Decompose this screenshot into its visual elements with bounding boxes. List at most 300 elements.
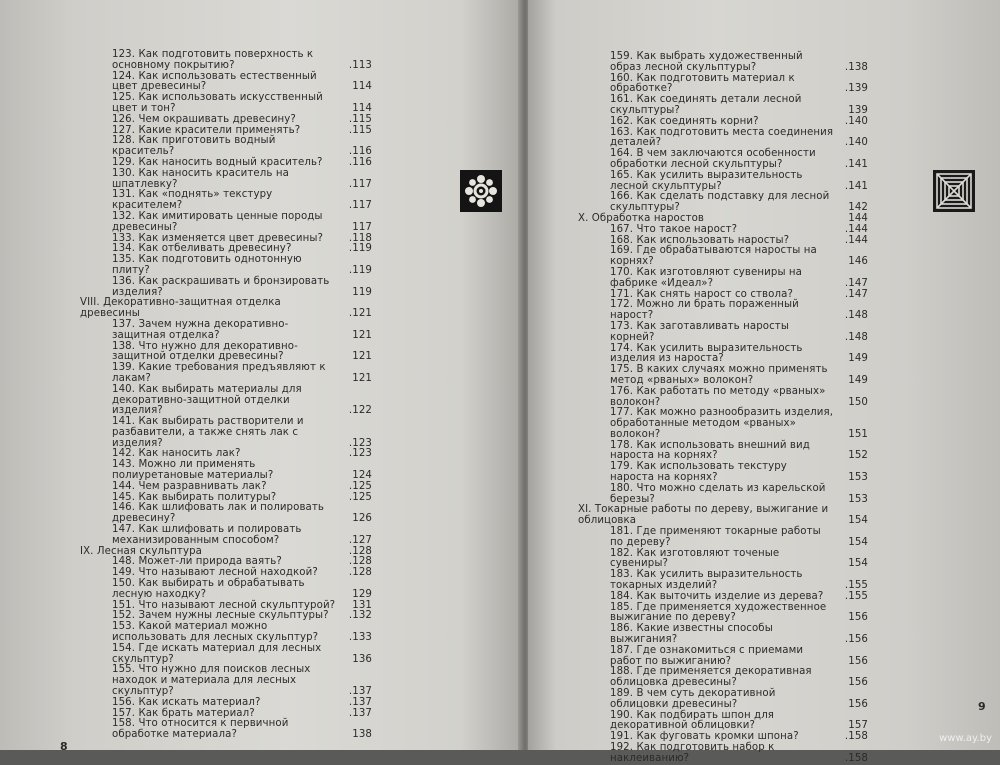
toc-entry-page: .123 xyxy=(348,448,372,460)
toc-entry-text: Как усилить выразительность изделия из нароста? xyxy=(610,342,803,365)
toc-entry-page: 114 xyxy=(352,81,372,93)
toc-entry-number: 134. xyxy=(112,243,136,255)
toc-entry-number: 176. xyxy=(610,385,634,397)
toc-entry xyxy=(578,52,868,74)
toc-entry-page: 144 xyxy=(848,212,868,224)
toc-entry-number: 174. xyxy=(610,342,634,354)
toc-entry-number: 132. xyxy=(112,210,136,222)
page-number-right: 9 xyxy=(978,700,986,713)
toc-entry-number: 142. xyxy=(112,448,136,460)
toc-entry-text: Как искать материал? xyxy=(138,696,261,708)
toc-entry-text: Где обрабатываются наросты на корнях? xyxy=(610,245,817,268)
toc-entry-number: 173. xyxy=(610,320,634,332)
toc-right-column xyxy=(578,52,868,765)
toc-entry-page: .123 xyxy=(348,437,372,449)
toc-entry-text: Как «поднять» текстуру красителем? xyxy=(112,189,273,212)
toc-entry-title xyxy=(610,667,868,689)
toc-entry-number: 131. xyxy=(112,189,136,201)
toc-entry-page: .141 xyxy=(844,180,868,192)
toc-entry-number: 161. xyxy=(610,94,634,106)
toc-entry xyxy=(80,190,372,212)
toc-entry-text: Как изготовляют точеные сувениры? xyxy=(610,547,780,570)
toc-entry-number: 149. xyxy=(112,567,136,579)
toc-entry-number: 140. xyxy=(112,383,136,395)
toc-entry xyxy=(578,646,868,668)
toc-entry-text: Где применяется художественное выжигание по дереву? xyxy=(610,601,827,624)
toc-entry-number: 152. xyxy=(112,610,136,622)
toc-entry-page: 156 xyxy=(848,698,868,710)
toc-entry-title xyxy=(610,603,868,625)
toc-entry-number: 189. xyxy=(610,688,634,700)
toc-entry-title xyxy=(610,246,868,268)
toc-entry xyxy=(578,171,868,193)
toc-entry xyxy=(578,149,868,171)
toc-entry-page: 156 xyxy=(848,612,868,624)
toc-entry xyxy=(80,169,372,191)
toc-entry-title xyxy=(610,128,868,150)
toc-entry-page: 138 xyxy=(352,729,372,741)
toc-entry-number: 185. xyxy=(610,601,634,613)
toc-entry xyxy=(80,50,372,72)
toc-entry-text: В каких случаях можно применять метод «рваных» волокон? xyxy=(610,364,828,386)
toc-entry-text: Обработка наростов xyxy=(591,212,705,224)
toc-entry xyxy=(578,300,868,322)
toc-entry-page: .148 xyxy=(844,310,868,322)
toc-entry xyxy=(80,579,372,601)
toc-entry-page: .118 xyxy=(348,232,372,244)
toc-entry-title xyxy=(610,74,868,96)
toc-entry-title xyxy=(610,484,868,506)
toc-entry xyxy=(80,93,372,115)
toc-entry-number: 190. xyxy=(610,709,634,721)
toc-entry-text: Декоративно-защитная отделка древесины xyxy=(80,297,281,320)
toc-entry-title xyxy=(112,579,372,601)
toc-entry xyxy=(578,365,868,387)
toc-entry-text: Где искать материал для лесных скульптур? xyxy=(112,642,322,665)
toc-entry-title xyxy=(112,277,372,299)
toc-entry-title xyxy=(112,136,372,158)
toc-entry-number: 162. xyxy=(610,115,634,127)
toc-entry xyxy=(578,268,868,290)
toc-entry-title xyxy=(610,52,868,74)
toc-entry-page: 142 xyxy=(848,202,868,214)
toc-entry xyxy=(578,624,868,646)
toc-entry-page: 117 xyxy=(352,221,372,233)
toc-entry-text: Какие красители применять? xyxy=(138,124,301,136)
toc-entry-title xyxy=(610,387,868,409)
toc-entry xyxy=(80,644,372,666)
toc-entry-title xyxy=(610,300,868,322)
toc-entry-text: Зачем нужны лесные скульптуры? xyxy=(138,610,329,622)
toc-entry-title xyxy=(610,646,868,668)
toc-entry xyxy=(80,622,372,644)
toc-entry-title xyxy=(610,689,868,711)
toc-entry-text: Как использовать наросты? xyxy=(636,234,790,246)
toc-entry-number: 181. xyxy=(610,526,634,538)
toc-entry-page: .122 xyxy=(348,405,372,417)
toc-entry xyxy=(578,462,868,484)
toc-entry xyxy=(578,667,868,689)
toc-entry-title xyxy=(112,93,372,115)
toc-entry-page: .121 xyxy=(348,308,372,320)
toc-entry-text: Чем окрашивать древесину? xyxy=(138,113,296,125)
toc-entry xyxy=(80,136,372,158)
toc-entry-page: .155 xyxy=(844,590,868,602)
toc-section-heading xyxy=(578,505,868,527)
toc-entry-page: 157 xyxy=(848,720,868,732)
toc-entry-number: 187. xyxy=(610,644,634,656)
toc-entry-text: Как использовать текстуру нароста на корнях? xyxy=(610,461,787,484)
toc-entry-text: Как подготовить набор к наклеиванию? xyxy=(610,742,775,764)
toc-entry-title xyxy=(112,342,372,364)
toc-entry-text: Зачем нужна декоративно-защитная отделка? xyxy=(112,318,289,341)
toc-entry-title xyxy=(610,570,868,592)
toc-entry xyxy=(578,441,868,463)
toc-entry-number: 146. xyxy=(112,502,136,514)
toc-entry-page: 156 xyxy=(848,677,868,689)
toc-entry xyxy=(80,525,372,547)
toc-entry-text: Как брать материал? xyxy=(138,707,255,719)
toc-entry-title xyxy=(610,365,868,387)
toc-entry xyxy=(80,342,372,364)
toc-entry-number: 157. xyxy=(112,707,136,719)
toc-entry-page: 149 xyxy=(848,374,868,386)
toc-entry xyxy=(578,344,868,366)
toc-entry-text: Как усилить выразительность лесной скульптуры? xyxy=(610,169,803,192)
toc-entry xyxy=(578,74,868,96)
toc-entry-title xyxy=(112,255,372,277)
toc-entry-text: Токарные работы по дереву, выжигание и облицовка xyxy=(578,504,829,527)
toc-entry-text: Как выбирать материалы для декоративно-защитной отделки изделия? xyxy=(112,383,302,417)
toc-entry-number: 150. xyxy=(112,578,136,590)
toc-entry-number: VIII. xyxy=(80,297,100,309)
toc-entry xyxy=(80,72,372,94)
toc-entry xyxy=(578,322,868,344)
toc-entry-page: .137 xyxy=(348,686,372,698)
toc-entry-title xyxy=(610,149,868,171)
toc-entry-number: 130. xyxy=(112,167,136,179)
toc-entry-title xyxy=(112,50,372,72)
toc-entry xyxy=(80,460,372,482)
toc-entry-page: .147 xyxy=(844,288,868,300)
toc-entry-page: 151 xyxy=(848,428,868,440)
toc-entry-title xyxy=(610,441,868,463)
toc-entry-number: 184. xyxy=(610,590,634,602)
toc-entry-text: Что нужно для поисков лесных находок и материала для лесных скульптур? xyxy=(112,664,311,698)
toc-entry-title xyxy=(610,322,868,344)
toc-entry-number: 137. xyxy=(112,318,136,330)
toc-entry-page: 156 xyxy=(848,655,868,667)
toc-left-column xyxy=(80,50,372,741)
toc-entry-number: 126. xyxy=(112,113,136,125)
toc-entry-text: Как наносить водный краситель? xyxy=(138,156,323,168)
toc-entry-text: Где применяют токарные работы по дереву? xyxy=(610,526,821,548)
toc-entry-text: Как работать по методу «рваных» волокон? xyxy=(610,385,826,408)
toc-entry-number: 135. xyxy=(112,254,136,266)
toc-entry-number: 144. xyxy=(112,480,136,492)
toc-entry-text: Как заготавливать наросты корней? xyxy=(610,320,789,343)
toc-entry-number: 123. xyxy=(112,49,136,60)
toc-entry-title xyxy=(610,549,868,571)
toc-entry-page: 154 xyxy=(848,536,868,548)
toc-entry-title xyxy=(112,525,372,547)
toc-entry-page: .115 xyxy=(348,124,372,136)
toc-entry-page: 121 xyxy=(352,351,372,363)
toc-entry-number: 183. xyxy=(610,569,634,581)
toc-entry xyxy=(578,484,868,506)
toc-entry-title xyxy=(112,320,372,342)
toc-entry xyxy=(80,665,372,697)
toc-entry xyxy=(578,408,868,440)
toc-section-heading xyxy=(80,298,372,320)
toc-entry-title xyxy=(610,527,868,549)
toc-entry-text: Какие известны способы выжигания? xyxy=(610,623,773,646)
toc-entry-text: Как наносить краситель на шпатлевку? xyxy=(112,167,289,190)
toc-entry-number: 136. xyxy=(112,275,136,287)
toc-entry-number: 163. xyxy=(610,126,634,138)
toc-entry-number: XI. xyxy=(578,504,592,516)
toc-entry-number: 165. xyxy=(610,169,634,181)
toc-entry-title xyxy=(112,169,372,191)
toc-entry-text: Как соединять детали лесной скульптуры? xyxy=(610,94,802,116)
toc-entry-text: Может-ли природа ваять? xyxy=(138,556,282,568)
toc-entry-text: Как наносить лак? xyxy=(138,448,241,460)
toc-entry-text: Лесная скульптура xyxy=(96,545,203,557)
toc-entry-page: .140 xyxy=(844,137,868,149)
toc-entry-title xyxy=(112,460,372,482)
toc-entry-page: .128 xyxy=(348,556,372,568)
toc-entry-number: 145. xyxy=(112,491,136,503)
toc-entry-page: 154 xyxy=(848,515,868,527)
toc-entry-text: Что относится к первичной обработке материала? xyxy=(112,718,289,741)
toc-entry-text: Как выбрать художественный образ лесной скульптуры? xyxy=(610,51,803,73)
toc-entry-number: 186. xyxy=(610,623,634,635)
toc-entry-text: Как подготовить материал к обработке? xyxy=(610,72,795,95)
toc-entry xyxy=(80,385,372,417)
toc-entry-page: 121 xyxy=(352,329,372,341)
toc-entry-text: Как можно разнообразить изделия, обработанные методом «рваных» волокон? xyxy=(610,407,834,440)
flower-ornament-icon xyxy=(460,170,502,212)
toc-entry-number: 124. xyxy=(112,70,136,82)
toc-entry-page: .127 xyxy=(348,534,372,546)
toc-entry-page: 129 xyxy=(352,588,372,600)
toc-entry-page: 146 xyxy=(848,256,868,268)
toc-entry-page: .158 xyxy=(844,731,868,743)
toc-entry-page: .141 xyxy=(844,158,868,170)
toc-entry-number: 180. xyxy=(610,482,634,494)
toc-entry-page: .138 xyxy=(844,61,868,73)
toc-entry-page: .119 xyxy=(348,264,372,276)
toc-entry-text: Как усилить выразительность токарных изделий? xyxy=(610,569,803,592)
toc-entry xyxy=(578,192,868,214)
toc-entry-text: Как выбирать и обрабатывать лесную находку? xyxy=(112,578,305,600)
toc-entry-number: 127. xyxy=(112,124,136,136)
toc-entry-text: Как выточить изделие из дерева? xyxy=(636,590,824,602)
toc-entry-text: Можно ли применять полиуретановые материалы? xyxy=(112,459,274,482)
toc-entry-title xyxy=(610,268,868,290)
toc-entry-text: Как раскрашивать и бронзировать изделия? xyxy=(112,275,330,298)
toc-entry-number: 171. xyxy=(610,288,634,300)
toc-entry-number: 156. xyxy=(112,696,136,708)
toc-entry-page: 124 xyxy=(352,470,372,482)
toc-entry-page: .128 xyxy=(348,567,372,579)
toc-entry-title xyxy=(112,190,372,212)
toc-entry-number: 139. xyxy=(112,362,136,374)
toc-entry-title xyxy=(112,385,372,417)
toc-entry-title xyxy=(610,171,868,193)
toc-entry-number: 175. xyxy=(610,364,634,376)
toc-entry-page: 153 xyxy=(848,472,868,484)
toc-entry-text: Как соединять корни? xyxy=(636,115,759,127)
toc-entry-number: 164. xyxy=(610,148,634,160)
toc-entry-title xyxy=(112,72,372,94)
toc-entry-text: В чем заключаются особенности обработки лесной скульптуры? xyxy=(610,148,816,170)
toc-entry-text: Где применяется декоративная облицовка древесины? xyxy=(610,666,812,689)
toc-entry xyxy=(578,128,868,150)
toc-entry-number: 170. xyxy=(610,266,634,278)
toc-entry-text: Как использовать естественный цвет древесины? xyxy=(112,70,317,93)
toc-entry-title xyxy=(610,462,868,484)
toc-entry xyxy=(80,255,372,277)
toc-entry-number: 167. xyxy=(610,223,634,235)
toc-entry-title xyxy=(610,711,868,733)
toc-entry-title xyxy=(112,417,372,449)
toc-entry-page: .115 xyxy=(348,113,372,125)
toc-entry-text: Как выбирать растворители и разбавители, а также снять лак с изделия? xyxy=(112,416,304,449)
toc-entry-text: Как шлифовать лак и полировать древесину? xyxy=(112,502,325,525)
toc-entry-page: .148 xyxy=(844,331,868,343)
toc-entry-number: 138. xyxy=(112,340,136,352)
toc-entry-number: IX. xyxy=(80,545,94,557)
toc-entry-number: 158. xyxy=(112,718,136,730)
toc-entry-page: 149 xyxy=(848,353,868,365)
toc-entry-page: 139 xyxy=(848,104,868,116)
toc-entry-page: .125 xyxy=(348,491,372,503)
toc-entry-page: .158 xyxy=(844,752,868,764)
toc-entry-page: 153 xyxy=(848,493,868,505)
toc-entry-number: 153. xyxy=(112,621,136,633)
toc-entry-page: 150 xyxy=(848,396,868,408)
toc-entry-number: X. xyxy=(578,212,589,224)
toc-entry-title xyxy=(112,622,372,644)
toc-entry xyxy=(80,277,372,299)
toc-entry-number: 147. xyxy=(112,524,136,536)
toc-entry-text: Как подготовить поверхность к основному покрытию? xyxy=(112,49,314,71)
toc-entry-page: .116 xyxy=(348,156,372,168)
toc-entry-text: В чем суть декоративной облицовки древесины? xyxy=(610,688,776,710)
toc-entry-page: 114 xyxy=(352,102,372,114)
toc-entry xyxy=(80,212,372,234)
toc-entry-page: 131 xyxy=(352,599,372,611)
toc-entry-text: Как снять нарост со ствола? xyxy=(636,288,793,300)
toc-entry xyxy=(578,527,868,549)
toc-entry-number: 133. xyxy=(112,232,136,244)
toc-entry-page: .147 xyxy=(844,277,868,289)
toc-entry-title xyxy=(112,363,372,385)
toc-entry-number: 125. xyxy=(112,92,136,104)
toc-entry-page: .125 xyxy=(348,480,372,492)
toc-entry-text: Какие требования предъявляют к лакам? xyxy=(112,362,326,384)
toc-entry-text: Как сделать подставку для лесной скульптуры? xyxy=(610,191,830,214)
toc-entry-number: 188. xyxy=(610,666,634,678)
toc-entry-number: 182. xyxy=(610,547,634,559)
watermark: www.ay.by xyxy=(939,733,992,744)
toc-entry-page: .117 xyxy=(348,178,372,190)
toc-entry-text: Как подготовить места соединения деталей? xyxy=(610,126,834,149)
toc-entry xyxy=(578,387,868,409)
toc-entry-title xyxy=(80,298,372,320)
toc-entry-page: .113 xyxy=(348,59,372,71)
toc-entry-number: 143. xyxy=(112,459,136,471)
toc-entry-page: .144 xyxy=(844,223,868,235)
toc-entry-page: 126 xyxy=(352,513,372,525)
toc-entry-page: 119 xyxy=(352,286,372,298)
toc-entry-text: Как имитировать ценные породы древесины? xyxy=(112,210,323,233)
toc-entry-text: Что называют лесной находкой? xyxy=(138,567,318,579)
toc-entry-title xyxy=(610,743,868,765)
toc-entry-number: 179. xyxy=(610,461,634,473)
toc-entry-number: 192. xyxy=(610,742,634,753)
toc-entry-number: 148. xyxy=(112,556,136,568)
toc-entry-title xyxy=(610,344,868,366)
toc-entry xyxy=(578,603,868,625)
toc-entry-text: Как изменяется цвет древесины? xyxy=(138,232,324,244)
toc-entry-title xyxy=(610,408,868,440)
toc-entry xyxy=(578,246,868,268)
toc-entry xyxy=(80,320,372,342)
toc-entry-text: Что можно сделать из карельской березы? xyxy=(610,482,826,505)
toc-entry-page: .139 xyxy=(844,83,868,95)
toc-entry xyxy=(80,719,372,741)
toc-entry-text: Что такое нарост? xyxy=(636,223,738,235)
toc-entry-text: Как подготовить однотонную плиту? xyxy=(112,254,302,276)
toc-entry-number: 141. xyxy=(112,416,136,428)
toc-entry-text: Как использовать внешний вид нароста на корнях? xyxy=(610,439,810,462)
toc-entry-number: 191. xyxy=(610,731,634,743)
toc-entry-title xyxy=(112,719,372,741)
toc-entry-title xyxy=(610,95,868,117)
toc-entry xyxy=(578,689,868,711)
toc-entry-number: 154. xyxy=(112,642,136,654)
toc-entry-page: .128 xyxy=(348,545,372,557)
toc-entry xyxy=(578,711,868,733)
toc-entry-text: Как фуговать кромки шпона? xyxy=(636,731,799,743)
toc-entry-page: .144 xyxy=(844,234,868,246)
toc-entry-title xyxy=(112,644,372,666)
toc-entry-title xyxy=(610,624,868,646)
toc-entry-text: Как шлифовать и полировать механизированным способом? xyxy=(112,524,302,546)
toc-entry-page: 136 xyxy=(352,653,372,665)
toc-entry-text: Как изготовляют сувениры на фабрике «Идеал»? xyxy=(610,266,803,289)
toc-entry-number: 128. xyxy=(112,135,136,147)
nested-squares-ornament-icon xyxy=(933,170,975,212)
toc-entry-page: .137 xyxy=(348,707,372,719)
toc-entry-text: Как использовать искусственный цвет и тон? xyxy=(112,92,323,114)
toc-entry-number: 172. xyxy=(610,299,634,311)
toc-entry xyxy=(578,570,868,592)
toc-entry xyxy=(80,417,372,449)
toc-entry xyxy=(578,743,868,765)
toc-entry-page: .156 xyxy=(844,634,868,646)
toc-entry-title xyxy=(610,192,868,214)
toc-entry-number: 168. xyxy=(610,234,634,246)
toc-entry-page: 121 xyxy=(352,372,372,384)
toc-entry-page: .137 xyxy=(348,696,372,708)
toc-entry-number: 166. xyxy=(610,191,634,203)
toc-entry-text: Как подбирать шпон для декоративной облицовки? xyxy=(610,709,775,732)
toc-entry-number: 160. xyxy=(610,72,634,84)
toc-entry-text: Где ознакомиться с приемами работ по выжиганию? xyxy=(610,644,804,667)
